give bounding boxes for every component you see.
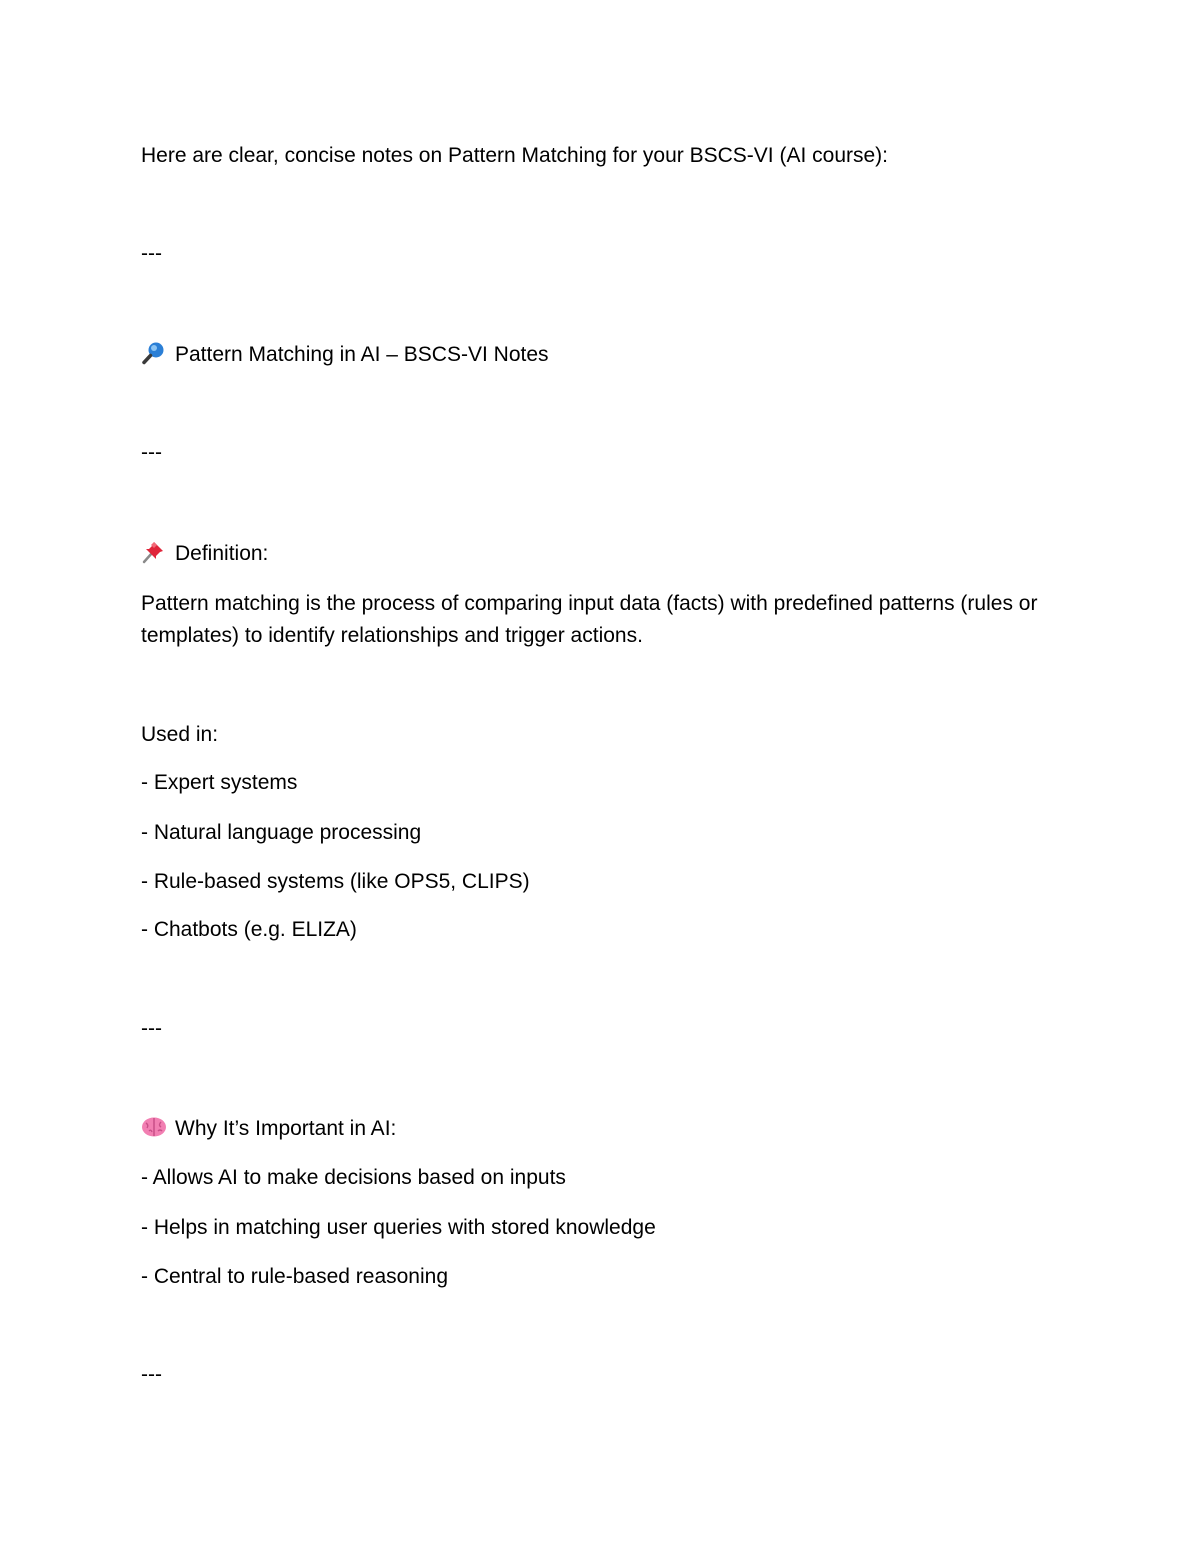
definition-heading	[141, 538, 268, 570]
page-title	[141, 339, 549, 371]
list-item: - Helps in matching user queries with stored knowledge	[141, 1216, 656, 1239]
list-item: - Expert systems	[141, 771, 298, 794]
separator: ---	[141, 1017, 162, 1040]
list-item: - Central to rule-based reasoning	[141, 1265, 449, 1288]
title-text: Pattern Matching in AI – BSCS-VI Notes	[175, 343, 549, 366]
magnifying-glass-icon	[141, 341, 167, 365]
list-item: - Rule-based systems (like OPS5, CLIPS)	[141, 870, 530, 893]
separator: ---	[141, 1363, 162, 1386]
list-item: - Chatbots (e.g. ELIZA)	[141, 918, 357, 941]
list-item: - Natural language processing	[141, 821, 422, 844]
importance-heading	[141, 1113, 396, 1145]
intro-text: Here are clear, concise notes on Pattern Matching for your BSCS-VI (AI course):	[141, 144, 888, 167]
definition-body: Pattern matching is the process of comparing input data (facts) with predefined patterns (rules or templates) to identify relationships and trigger actions.	[141, 592, 1038, 647]
separator: ---	[141, 242, 162, 265]
used-in-heading: Used in:	[141, 723, 219, 746]
separator: ---	[141, 441, 162, 464]
brain-icon	[141, 1115, 167, 1139]
pushpin-icon	[141, 540, 167, 564]
importance-heading-text: Why It’s Important in AI:	[175, 1117, 397, 1140]
list-item: - Allows AI to make decisions based on inputs	[141, 1166, 566, 1189]
definition-heading-text: Definition:	[175, 542, 269, 565]
